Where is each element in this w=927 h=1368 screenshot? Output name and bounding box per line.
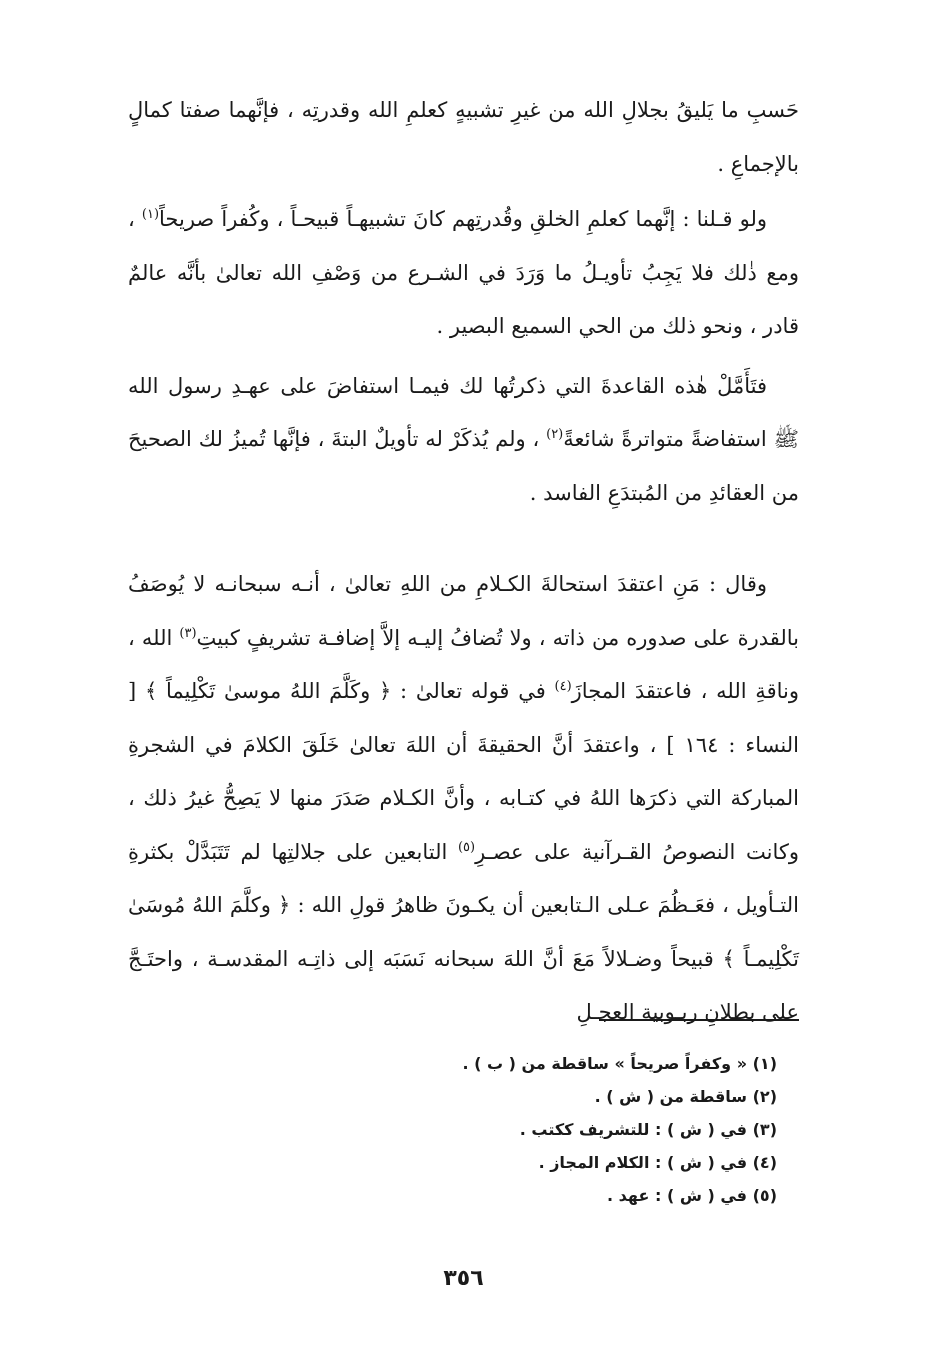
footnote-ref-1[interactable]: (١) (141, 207, 160, 222)
footnote-4: (٤) في ( ش ) : الكلام المجاز . (538, 1153, 777, 1172)
paragraph-1-text: حَسبِ ما يَليقُ بجلالِ الله من غيرِ تشبيهٍ كعلمِ الله وقدرتِه ، فإنَّهما صفتا كمالٍ بالإجماعِ . (128, 98, 799, 176)
paragraph-3-tail: ، ولم يُذكَرْ له تأويلٌ البتةَ ، فإنَّها تُميزُ لك الصحيحَ من العقائدِ من المُبتدَعِ الفاسد . (128, 427, 799, 505)
paragraph-1 (128, 84, 799, 191)
footnote-1: (١) « وكفراً صريحاً » ساقطة من ( ب ) . (462, 1054, 777, 1073)
footnote-5: (٥) في ( ش ) : عهد . (607, 1186, 777, 1205)
footnote-divider (599, 1019, 799, 1021)
paragraph-4-part-4: التابعين على جلالتِها لم تَتَبَدَّلْ بكثرةِ التـأويل ، فعَـظُمَ عـلى الـتابعين أن يكـونَ ظاهرُ قولِ الله : ﴿ وكلَّمَ اللهُ مُوسَىٰ تَكْلِيمـاً ﴾ قبيحاً وضـلالاً مَعَ أنَّ اللهَ سبحانه نَسَبَه إلى ذاتِـه المقدسـة ، واحتَـجَّ على بطلانِ ربـوبية العجـلِ (128, 839, 799, 1024)
paragraph-2 (128, 193, 799, 354)
paragraph-4-part-2: الله ، وناقةِ الله ، فاعتقدَ المجازَ (128, 625, 799, 703)
paragraph-4 (128, 558, 799, 1040)
footnote-2: (٢) ساقطة من ( ش ) . (594, 1087, 777, 1106)
footnote-3: (٣) في ( ش ) : للتشريف ككتب . (519, 1120, 777, 1139)
paragraph-4-part-3: في قوله تعالىٰ : ﴿ وكَلَّمَ اللهُ موسىٰ تَكْلِيماً ﴾ [ النساء : ١٦٤ ] ، واعتقدَ أنَّ الحقيقةَ أن اللهَ تعالىٰ خَلَقَ الكلامَ في الشجرةِ المباركة التي ذكرَها اللهُ في كتـابه ، وأنَّ الكـلام صَدَرَ منها لا يَصِحُّ غيرُ ذلك ، وكانت النصوصُ القـرآنية على عصـرِ (128, 679, 800, 864)
footnote-ref-2[interactable]: (٢) (546, 427, 564, 442)
footnote-ref-5[interactable]: (٥) (457, 839, 476, 855)
paragraph-2-text: ولو قـلنا : إنَّهما كعلمِ الخلقِ وقُدرتِهم كانَ تشبيهـاً قبيحـاً ، وكُفراً صريحاً (159, 207, 768, 231)
paragraph-3 (128, 360, 799, 521)
paragraph-2-tail: ، ومع ذٰلك فلا يَجِبُ تأويـلُ ما وَرَدَ في الشـرع من وَصْفِ الله تعالىٰ بأنَّه عالمٌ قادر ، ونحو ذلك من الحي السميع البصير . (128, 207, 799, 338)
footnote-ref-4[interactable]: (٤) (554, 679, 572, 694)
paragraph-3-text: فتَأَمَّلْ هٰذه القاعدةَ التي ذكرتُها لك فيمـا استفاضَ على عهـدِ رسول الله ﷺ استفاضةً متواترةً شائعةً (128, 373, 799, 451)
footnote-ref-3[interactable]: (٣) (179, 625, 197, 641)
footnotes-section (128, 1047, 777, 1212)
main-text (128, 84, 799, 1040)
page-number: ٣٥٦ (443, 1266, 484, 1291)
paragraph-4-text: وقال : مَنِ اعتقدَ استحالةَ الكـلامِ من اللهِ تعالىٰ ، أنـه سبحانـه لا يُوصَفُ بالقدرة على صدوره من ذاته ، ولا تُضافُ إليـه إلاَّ إضافـة تشريفٍ كبيتِ (128, 572, 800, 650)
